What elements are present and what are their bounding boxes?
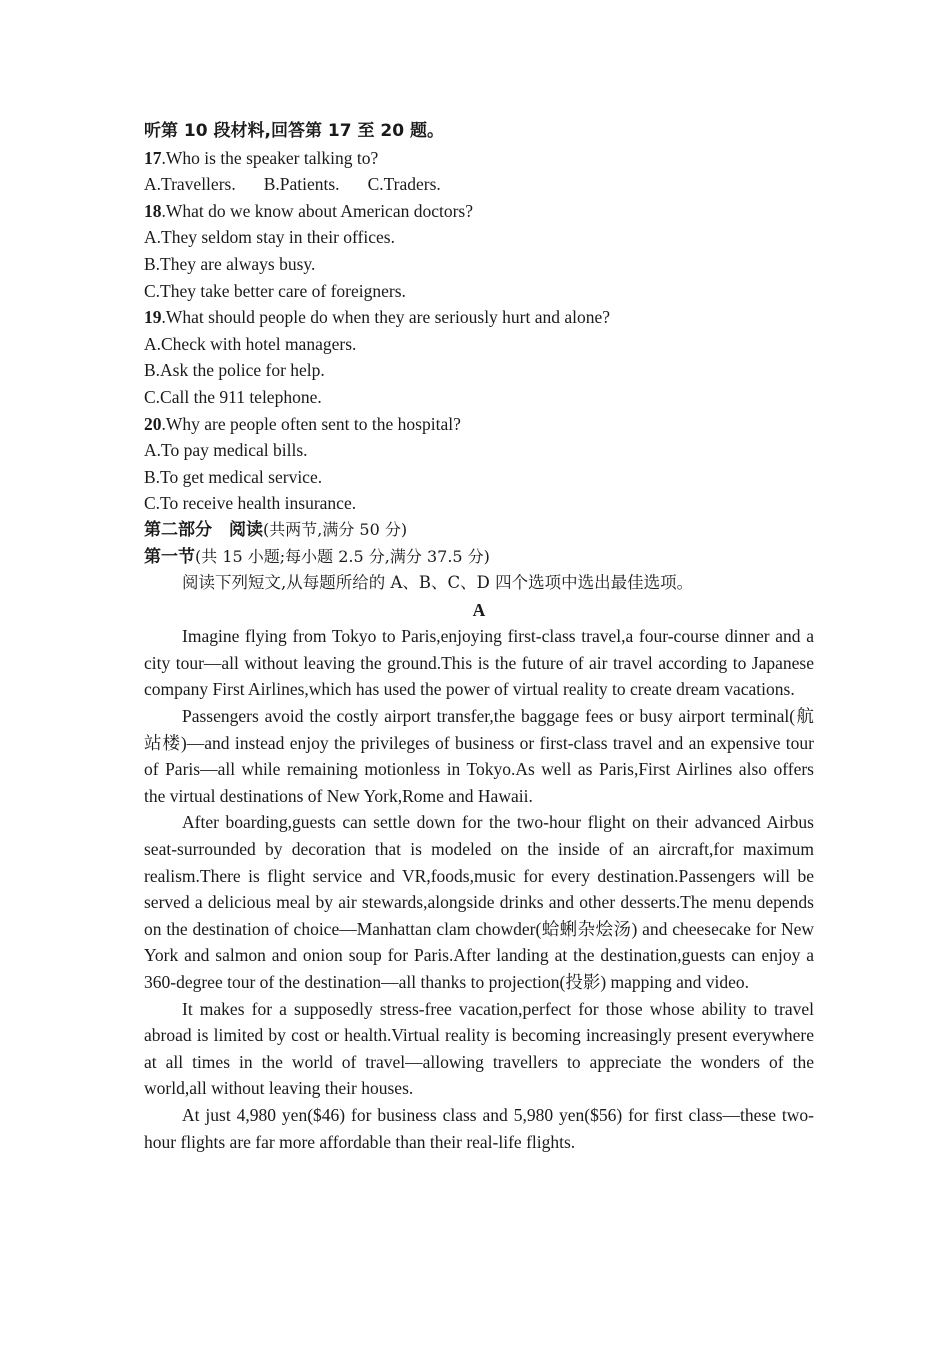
option-b: B.To get medical service. xyxy=(144,466,323,487)
section1-title: 第一节 xyxy=(144,546,195,567)
option-c: C.They take better care of foreigners. xyxy=(144,280,406,301)
reading-instruction: 阅读下列短文,从每题所给的 A、B、C、D 四个选项中选出最佳选项。 xyxy=(182,573,694,593)
passage-paragraph-4: It makes for a supposedly stress-free vacation,perfect for those whose ability to travel abroad is limited by cost or health.Virtual reality is becoming increasingly present everywhere at all times in the world of travel—allowing travellers to appreciate the wonders of the world,all without leaving their houses. xyxy=(144,998,814,1099)
option-c: C.To receive health insurance. xyxy=(144,493,357,514)
option-b: B.They are always busy. xyxy=(144,253,316,274)
question-number: 17 xyxy=(144,147,162,168)
option-b: B.Ask the police for help. xyxy=(144,360,325,381)
passage-paragraph-5: At just 4,980 yen($46) for business class and 5,980 yen($56) for first class—these two-hour flights are far more affordable than their real-life flights. xyxy=(144,1104,814,1152)
listening-section-heading: 听第 10 段材料,回答第 17 至 20 题。 xyxy=(144,121,444,141)
option-a: A.Travellers. xyxy=(144,174,236,195)
option-b: B.Patients. xyxy=(263,174,340,195)
question-20 xyxy=(144,411,814,438)
option-a: A.They seldom stay in their offices. xyxy=(144,227,395,248)
question-17 xyxy=(144,145,814,172)
question-text: .Who is the speaker talking to? xyxy=(161,147,379,168)
part2-heading xyxy=(144,517,814,544)
option-c: C.Call the 911 telephone. xyxy=(144,386,322,407)
question-18 xyxy=(144,198,814,225)
question-19 xyxy=(144,304,814,331)
passage-paragraph-3: After boarding,guests can settle down for the two-hour flight on their advanced Airbus seat-surrounded by decoration that is modeled on the inside of an aircraft,for maximum realism.There is flight service and VR,foods,music for every destination.Passengers will be served a delicious meal by air stewards,alongside drinks and other desserts.The menu depends on the destination of choice—Manhattan clam chowder(蛤蜊杂烩汤) and cheesecake for New York and salmon and onion soup for Paris.After landing at the destination,guests can enjoy a 360-degree tour of the destination—all thanks to projection(投影) mapping and video. xyxy=(144,812,814,992)
part2-note: (共两节,满分 50 分) xyxy=(263,519,408,539)
question-number: 18 xyxy=(144,200,162,221)
passage-label: A xyxy=(472,599,486,620)
option-a: A.Check with hotel managers. xyxy=(144,333,357,354)
question-text: .Why are people often sent to the hospital? xyxy=(161,413,461,434)
question-number: 20 xyxy=(144,413,162,434)
question-text: .What do we know about American doctors? xyxy=(161,200,474,221)
question-17-options xyxy=(144,171,814,198)
option-c: C.Traders. xyxy=(367,174,441,195)
question-number: 19 xyxy=(144,307,162,328)
passage-paragraph-2: Passengers avoid the costly airport transfer,the baggage fees or busy airport terminal(航站楼)—and instead enjoy the privileges of business or first-class travel and an expensive tour of Paris—all while remaining motionless in Tokyo.As well as Paris,First Airlines also offers the virtual destinations of New York,Rome and Hawaii. xyxy=(144,706,814,806)
question-text: .What should people do when they are seriously hurt and alone? xyxy=(161,307,611,328)
part2-title: 第二部分 阅读 xyxy=(144,519,263,540)
passage-paragraph-1: Imagine flying from Tokyo to Paris,enjoying first-class travel,a four-course dinner and a city tour—all without leaving the ground.This is the future of air travel according to Japanese company First Airlines,which has used the power of virtual reality to create dream vacations. xyxy=(144,626,814,700)
section1-heading xyxy=(144,544,814,571)
section1-note: (共 15 小题;每小题 2.5 分,满分 37.5 分) xyxy=(195,546,490,566)
option-a: A.To pay medical bills. xyxy=(144,440,308,461)
exam-page xyxy=(144,118,814,1155)
